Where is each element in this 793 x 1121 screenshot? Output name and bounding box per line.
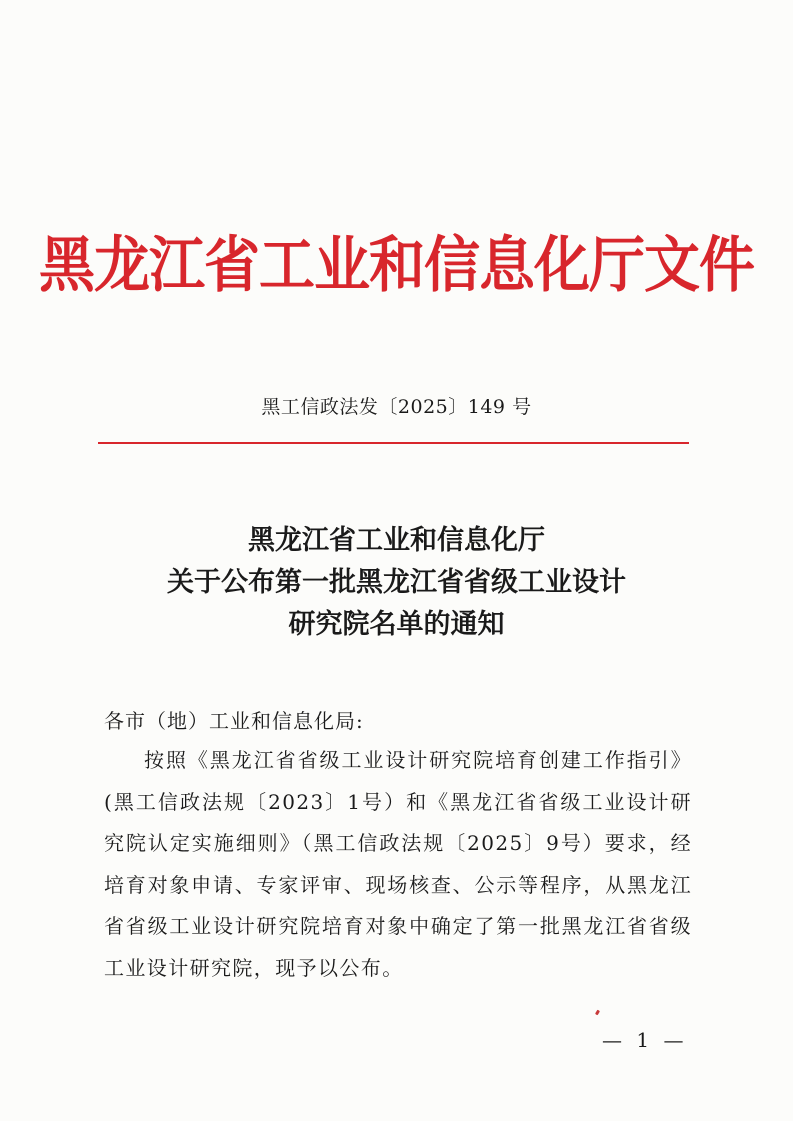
- title-line-1: 黑龙江省工业和信息化厅: [248, 525, 545, 556]
- document-title: [0, 520, 793, 646]
- title-line-2: 关于公布第一批黑龙江省省级工业设计: [167, 567, 626, 598]
- document-number: 黑工信政法发〔2025〕149 号: [261, 396, 532, 418]
- page-number: — 1 —: [602, 1028, 688, 1052]
- issuer-header: 黑龙江省工业和信息化厅文件: [39, 230, 754, 301]
- title-line-3: 研究院名单的通知: [288, 609, 505, 640]
- red-divider-line: [98, 442, 689, 444]
- ink-speck: [595, 1010, 600, 1016]
- salutation: 各市（地）工业和信息化局:: [104, 709, 364, 733]
- body-paragraph: 按照《黑龙江省省级工业设计研究院培育创建工作指引》(黑工信政法规〔2023〕1号）和《黑龙江省省级工业设计研究院认定实施细则》（黑工信政法规〔2025〕9号）要求，经培育对象申请、专家评审、现场核查、公示等程序，从黑龙江省省级工业设计研究院培育对象中确定了第一批黑龙江省省级工业设计研究院，现予以公布。: [104, 748, 692, 980]
